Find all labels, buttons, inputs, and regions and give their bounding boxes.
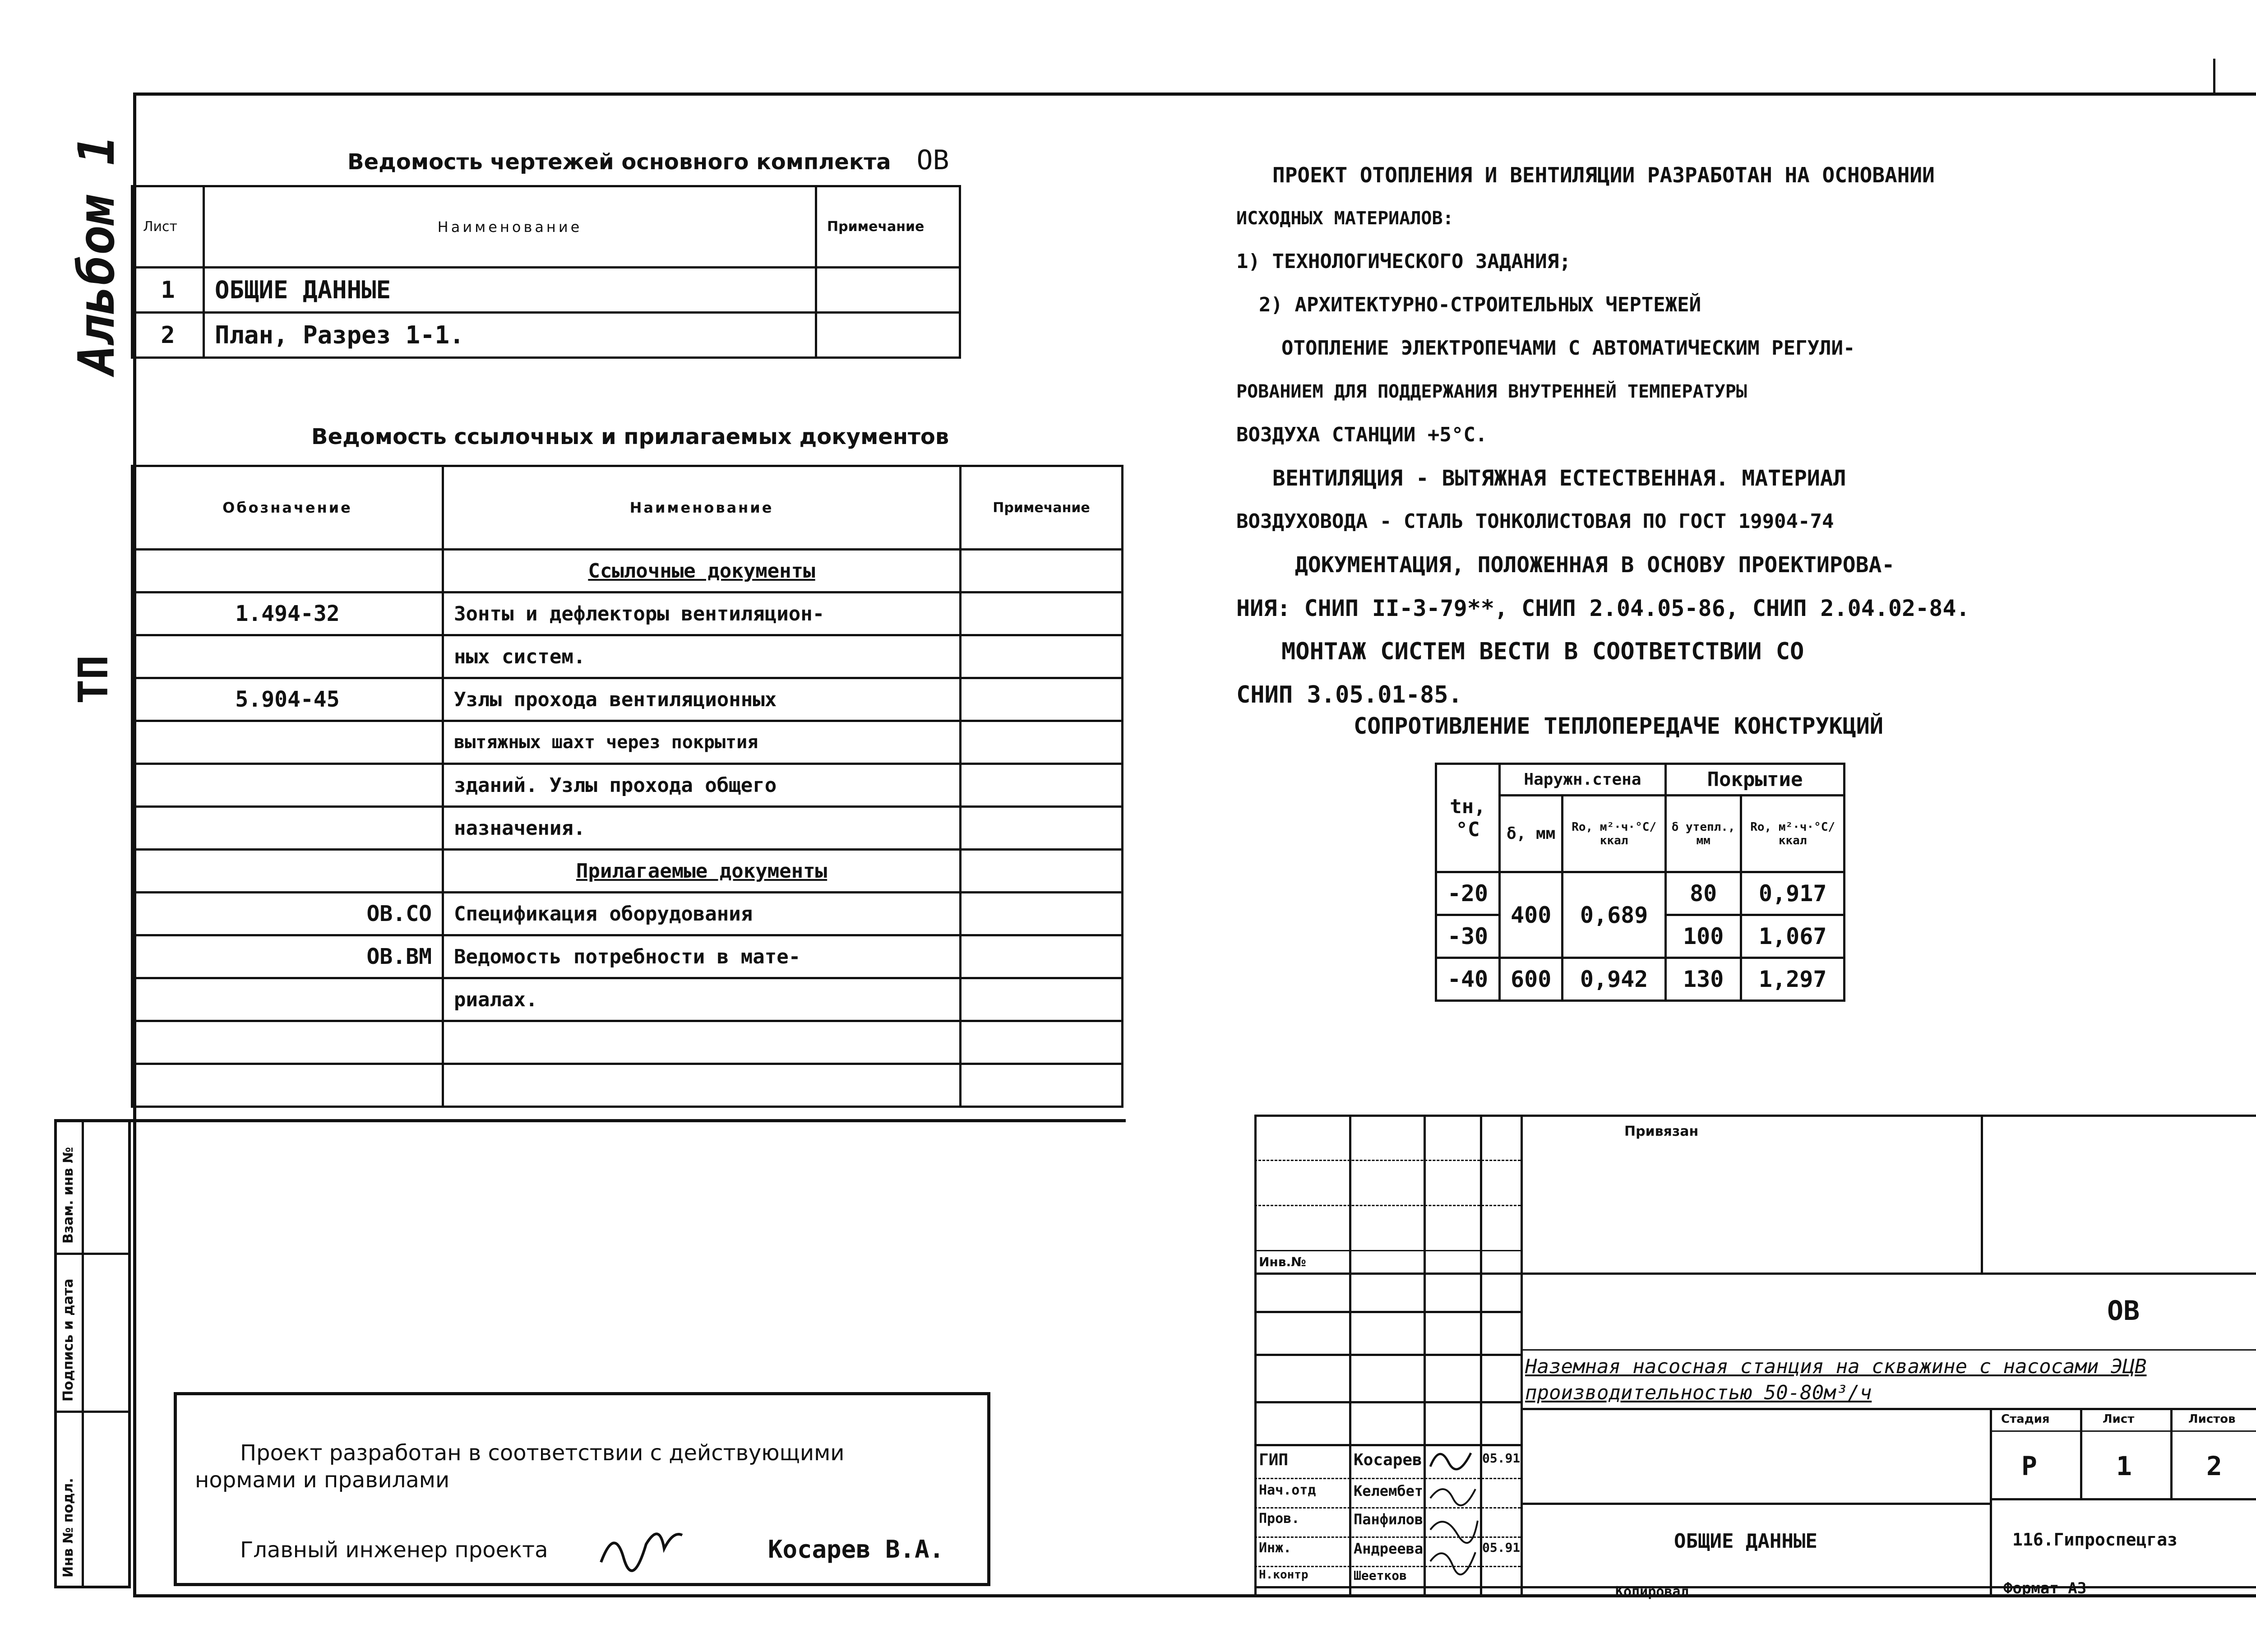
- drawings-row2-note: [816, 313, 960, 358]
- notes-line: ВОЗДУХОВОДА - СТАЛЬ ТОНКОЛИСТОВАЯ ПО ГОСТ 19904-74: [1236, 510, 1834, 533]
- drawings-row2-sheet: 2: [132, 313, 204, 358]
- refs-row-note: [961, 635, 1123, 678]
- refs-list-title: Ведомость ссылочных и прилагаемых документов: [311, 424, 949, 449]
- refs-row-name: вытяжных шахт через покрытия: [443, 721, 961, 764]
- res-cell: 80: [1665, 872, 1741, 915]
- refs-row-name: зданий. Узлы прохода общего: [443, 764, 961, 807]
- notes-line: ВЕНТИЛЯЦИЯ - ВЫТЯЖНАЯ ЕСТЕСТВЕННАЯ. МАТЕРИАЛ: [1272, 466, 1846, 491]
- res-head-r: Rо, м²·ч·°С/ккал: [1563, 796, 1666, 872]
- notes-line: ОТОПЛЕНИЕ ЭЛЕКТРОПЕЧАМИ С АВТОМАТИЧЕСКИМ РЕГУЛИ-: [1281, 337, 1855, 360]
- drawings-head-name: Наименование: [204, 186, 816, 268]
- refs-row-name: Ведомость потребности в мате-: [443, 935, 961, 978]
- signer-role: Н.контр: [1259, 1568, 1308, 1582]
- sheet-head: Лист: [2103, 1412, 2135, 1426]
- stamp-replace-inv: Взам. инв №: [60, 1147, 76, 1244]
- refs-row-code: ОВ.ВМ: [132, 935, 443, 978]
- left-divider: [54, 1119, 1126, 1122]
- notes-line: 2) АРХИТЕКТУРНО-СТРОИТЕЛЬНЫХ ЧЕРТЕЖЕЙ: [1259, 293, 1701, 316]
- res-cell: 1,297: [1741, 958, 1845, 1001]
- doc-code: ОВ: [2107, 1295, 2140, 1327]
- title-block: [1254, 1115, 2256, 1600]
- refs-row-name: Зонты и дефлекторы вентиляцион-: [443, 592, 961, 635]
- refs-row-code: [132, 850, 443, 893]
- chief-engineer-name: Косарев В.А.: [768, 1535, 944, 1564]
- res-head-r2: Rо, м²·ч·°С/ккал: [1741, 796, 1845, 872]
- refs-row-code: [132, 1021, 443, 1064]
- refs-row-note: [961, 721, 1123, 764]
- refs-row-name: назначения.: [443, 807, 961, 850]
- res-cell: -20: [1436, 872, 1500, 915]
- res-cell: -40: [1436, 958, 1500, 1001]
- refs-row-code: 1.494-32: [132, 592, 443, 635]
- res-head-roof: Покрытие: [1665, 764, 1844, 796]
- res-cell: 0,942: [1563, 958, 1666, 1001]
- notes-line: 1) ТЕХНОЛОГИЧЕСКОГО ЗАДАНИЯ;: [1236, 250, 1571, 273]
- signer-name: Косарев: [1354, 1451, 1422, 1469]
- tp-label: ТП: [70, 655, 117, 704]
- project-name: Наземная насосная станция на скважине с насосами ЭЦВ производительностью 50-80м³/ч: [1525, 1355, 2147, 1404]
- refs-row-note: [961, 807, 1123, 850]
- notes-line: ДОКУМЕНТАЦИЯ, ПОЛОЖЕННАЯ В ОСНОВУ ПРОЕКТИРОВА-: [1295, 552, 1895, 578]
- statement-line2: нормами и правилами: [195, 1467, 450, 1493]
- drawings-mark: ОВ: [916, 144, 949, 176]
- signer-role: Нач.отд: [1259, 1482, 1316, 1498]
- stage-value: Р: [2021, 1451, 2037, 1481]
- refs-head-note: Примечание: [961, 466, 1123, 550]
- res-cell: 100: [1665, 915, 1741, 958]
- refs-row-code: ОВ.СО: [132, 893, 443, 935]
- refs-head-code: Обозначение: [132, 466, 443, 550]
- sheets-value: 2: [2206, 1451, 2222, 1481]
- refs-row-code: [132, 635, 443, 678]
- inv-label: Инв.№: [1259, 1254, 1306, 1269]
- chief-engineer-label: Главный инженер проекта: [240, 1537, 548, 1563]
- refs-row-code: [132, 1064, 443, 1107]
- drawings-row1-name: ОБЩИЕ ДАННЫЕ: [204, 268, 816, 313]
- signer-name: Келембет: [1354, 1482, 1424, 1499]
- refs-row-note: [961, 1064, 1123, 1107]
- refs-row-code: [132, 721, 443, 764]
- signer-name: Панфилов: [1354, 1511, 1424, 1528]
- signer-date: 05.91: [1482, 1540, 1521, 1555]
- res-cell: 400: [1500, 872, 1563, 958]
- format-label: Формат А3: [2003, 1579, 2087, 1597]
- stamp-inv-orig: Инв № подл.: [60, 1478, 76, 1578]
- refs-row-code: [132, 807, 443, 850]
- refs-row-name: Узлы прохода вентиляционных: [443, 678, 961, 721]
- refs-row-name: [443, 1021, 961, 1064]
- refs-row-code: 5.904-45: [132, 678, 443, 721]
- stage-head: Стадия: [2001, 1412, 2050, 1426]
- res-cell: 600: [1500, 958, 1563, 1001]
- copied-label: Копировал: [1615, 1584, 1689, 1600]
- refs-row-note: [961, 978, 1123, 1021]
- refs-row-note: [961, 550, 1123, 592]
- sheets-head: Листов: [2188, 1412, 2236, 1426]
- attached-label: Привязан: [1624, 1124, 1699, 1139]
- organization: 116.Гипроспецгаз: [2012, 1530, 2178, 1550]
- refs-row-note: [961, 764, 1123, 807]
- drawings-table: [131, 185, 961, 359]
- sheet-value: 1: [2116, 1451, 2132, 1481]
- resistance-table: [1435, 763, 1845, 1002]
- refs-row-name: риалах.: [443, 978, 961, 1021]
- notes-line: ИСХОДНЫХ МАТЕРИАЛОВ:: [1236, 208, 1454, 229]
- res-head-delta: δ, мм: [1500, 796, 1563, 872]
- signer-signatures: [1426, 1439, 1480, 1588]
- refs-table: [131, 465, 1123, 1108]
- drawings-row1-sheet: 1: [132, 268, 204, 313]
- drawings-row1-note: [816, 268, 960, 313]
- refs-row-name: Ссылочные документы: [443, 550, 961, 592]
- stamp-sign-date: Подпись и дата: [60, 1278, 76, 1402]
- refs-row-note: [961, 678, 1123, 721]
- refs-row-code: [132, 550, 443, 592]
- refs-row-code: [132, 978, 443, 1021]
- refs-row-name: Прилагаемые документы: [443, 850, 961, 893]
- res-cell: -30: [1436, 915, 1500, 958]
- refs-row-code: [132, 764, 443, 807]
- refs-row-note: [961, 935, 1123, 978]
- res-head-wall: Наружн.стена: [1500, 764, 1666, 796]
- signer-role: ГИП: [1259, 1451, 1289, 1469]
- signer-role: Пров.: [1259, 1511, 1300, 1527]
- res-cell: 0,689: [1563, 872, 1666, 958]
- notes-line: РОВАНИЕМ ДЛЯ ПОДДЕРЖАНИЯ ВНУТРЕННЕЙ ТЕМПЕРАТУРЫ: [1236, 381, 1747, 402]
- drawings-head-note: Примечание: [816, 186, 960, 268]
- drawings-row2-name: План, Разрез 1-1.: [204, 313, 816, 358]
- signer-name: Шеетков: [1354, 1568, 1407, 1583]
- res-cell: 0,917: [1741, 872, 1845, 915]
- drawings-list-title: Ведомость чертежей основного комплекта ОВ: [347, 144, 949, 176]
- statement-box: [174, 1392, 990, 1586]
- res-cell: 1,067: [1741, 915, 1845, 958]
- refs-row-note: [961, 592, 1123, 635]
- album-label: Альбом 1: [68, 135, 125, 375]
- general-notes: [1236, 153, 2229, 717]
- side-stamp: [54, 1119, 131, 1588]
- notes-line: НИЯ: СНИП II-3-79**, СНИП 2.04.05-86, СНИП 2.04.02-84.: [1236, 595, 1970, 621]
- refs-head-name: Наименование: [443, 466, 961, 550]
- refs-row-name: Спецификация оборудования: [443, 893, 961, 935]
- refs-row-name: [443, 1064, 961, 1107]
- signer-date: 05.91: [1482, 1451, 1521, 1466]
- refs-row-note: [961, 850, 1123, 893]
- refs-row-note: [961, 893, 1123, 935]
- res-head-delta-ins: δ утепл., мм: [1665, 796, 1741, 872]
- top-tick: [2213, 59, 2215, 95]
- sheet-name: ОБЩИЕ ДАННЫЕ: [1674, 1530, 1817, 1553]
- res-cell: 130: [1665, 958, 1741, 1001]
- drawings-head-sheet: Лист: [132, 186, 204, 268]
- statement-line1: Проект разработан в соответствии с действующими: [240, 1440, 845, 1466]
- signer-role: Инж.: [1259, 1540, 1292, 1556]
- notes-line: СНИП 3.05.01-85.: [1236, 681, 1462, 708]
- notes-line: ВОЗДУХА СТАНЦИИ +5°С.: [1236, 423, 1488, 446]
- res-head-t: tн, °С: [1436, 764, 1500, 872]
- signer-name: Андреева: [1354, 1540, 1424, 1557]
- notes-line: МОНТАЖ СИСТЕМ ВЕСТИ В СООТВЕТСТВИИ СО: [1281, 638, 1804, 665]
- notes-line: ПРОЕКТ ОТОПЛЕНИЯ И ВЕНТИЛЯЦИИ РАЗРАБОТАН НА ОСНОВАНИИ: [1272, 163, 1935, 187]
- chief-signature: [596, 1517, 687, 1576]
- refs-row-name: ных систем.: [443, 635, 961, 678]
- resistance-title: СОПРОТИВЛЕНИЕ ТЕПЛОПЕРЕДАЧЕ КОНСТРУКЦИЙ: [1354, 713, 1883, 739]
- refs-row-note: [961, 1021, 1123, 1064]
